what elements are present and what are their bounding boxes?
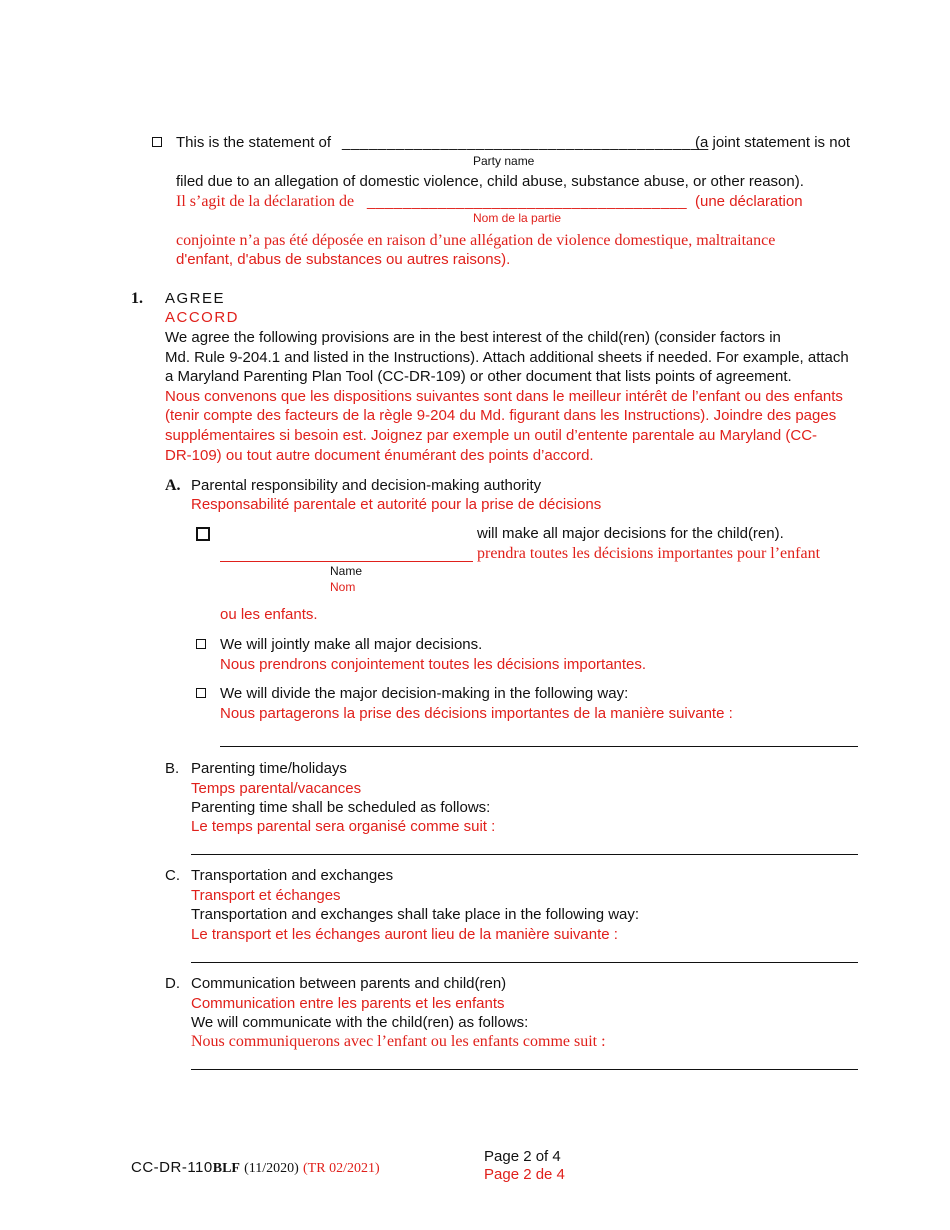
statement-prefix: This is the statement of xyxy=(176,134,332,151)
party-name-blank[interactable]: _________________________________________ xyxy=(342,134,709,151)
section-c-letter: C. xyxy=(165,867,180,884)
page-number: Page 2 of 4 xyxy=(484,1148,561,1165)
section-1-title: AGREE xyxy=(165,290,226,307)
divided-decisions-line[interactable] xyxy=(220,746,858,747)
section-b-title: Parenting time/holidays xyxy=(191,760,347,777)
section-c-title-fr: Transport et échanges xyxy=(191,887,341,904)
decision-maker-name-line[interactable] xyxy=(220,561,473,562)
section-1-body-line: We agree the following provisions are in the best interest of the child(ren) (consider factors in xyxy=(165,329,781,346)
statement-fr-prefix: Il s’agit de la déclaration de xyxy=(176,193,355,210)
section-b-title-fr: Temps parental/vacances xyxy=(191,780,362,797)
statement-fr-line3: d'enfant, d'abus de substances ou autres raisons). xyxy=(176,251,511,268)
joint-decisions-checkbox[interactable] xyxy=(196,639,206,649)
section-c-title: Transportation and exchanges xyxy=(191,867,394,884)
joint-decisions-text-fr: Nous prendrons conjointement toutes les décisions importantes. xyxy=(220,656,647,673)
statement-line2: filed due to an allegation of domestic violence, child abuse, substance abuse, or other reason). xyxy=(176,173,804,190)
statement-checkbox[interactable] xyxy=(152,137,162,147)
statement-suffix: (a joint statement is not xyxy=(695,134,851,151)
section-d-text-fr: Nous communiquerons avec l’enfant ou les enfants comme suit : xyxy=(191,1033,606,1050)
section-d-text: We will communicate with the child(ren) as follows: xyxy=(191,1014,529,1031)
section-d-letter: D. xyxy=(165,975,180,992)
joint-decisions-text: We will jointly make all major decisions. xyxy=(220,636,483,653)
divided-decisions-checkbox[interactable] xyxy=(196,688,206,698)
form-code: CC-DR-110 xyxy=(131,1159,213,1176)
divided-decisions-text-fr: Nous partagerons la prise des décisions importantes de la manière suivante : xyxy=(220,705,733,722)
divided-decisions-text: We will divide the major decision-making in the following way: xyxy=(220,685,629,702)
section-1-title-fr: ACCORD xyxy=(165,309,240,326)
form-tr: (TR 02/2021) xyxy=(303,1161,380,1176)
section-1-body-fr-line: supplémentaires si besoin est. Joignez par exemple un outil d’entente parentale au Maryland (CC- xyxy=(165,427,818,444)
section-c-text-fr: Le transport et les échanges auront lieu de la manière suivante : xyxy=(191,926,618,943)
section-1-body-fr-line: Nous convenons que les dispositions suivantes sont dans le meilleur intérêt de l’enfant ou des enfants xyxy=(165,388,843,405)
section-d-title-fr: Communication entre les parents et les enfants xyxy=(191,995,505,1012)
decision-maker-text: will make all major decisions for the child(ren). xyxy=(477,525,784,542)
section-1-body-fr-line: DR-109) ou tout autre document énumérant des points d’accord. xyxy=(165,447,594,464)
party-name-label-fr: Nom de la partie xyxy=(473,211,562,225)
section-b-letter: B. xyxy=(165,760,180,777)
decision-maker-text-fr: prendra toutes les décisions importantes pour l’enfant xyxy=(477,545,821,562)
name-label: Name xyxy=(330,564,363,578)
section-a-letter: A. xyxy=(165,477,181,494)
party-name-label: Party name xyxy=(473,154,535,168)
section-b-text-fr: Le temps parental sera organisé comme suit : xyxy=(191,818,496,835)
party-name-blank-fr[interactable]: ____________________________________ xyxy=(367,193,688,210)
statement-fr-line2: conjointe n’a pas été déposée en raison d’une allégation de violence domestique, maltraitance xyxy=(176,232,776,249)
section-d-title: Communication between parents and child(ren) xyxy=(191,975,507,992)
statement-fr-suffix: (une déclaration xyxy=(695,193,803,210)
form-id xyxy=(131,1158,380,1178)
page-number-fr: Page 2 de 4 xyxy=(484,1166,565,1183)
section-1-body-line: a Maryland Parenting Plan Tool (CC-DR-109) or other document that lists points of agreement. xyxy=(165,368,792,385)
section-1-body-line: Md. Rule 9-204.1 and listed in the Instructions). Attach additional sheets if needed. For example, attach xyxy=(165,349,849,366)
form-date: (11/2020) xyxy=(244,1161,299,1176)
section-1-number: 1. xyxy=(131,290,143,307)
form-suffix: BLF xyxy=(212,1161,240,1176)
section-a-title: Parental responsibility and decision-making authority xyxy=(191,477,542,494)
parenting-time-line[interactable] xyxy=(191,854,858,855)
section-1-body-fr-line: (tenir compte des facteurs de la règle 9-204 du Md. figurant dans les Instructions). Joindre des pages xyxy=(165,407,837,424)
transportation-line[interactable] xyxy=(191,962,858,963)
section-a-title-fr: Responsabilité parentale et autorité pour la prise de décisions xyxy=(191,496,602,513)
name-label-fr: Nom xyxy=(330,580,356,594)
decision-maker-checkbox[interactable] xyxy=(196,527,210,541)
section-b-text: Parenting time shall be scheduled as follows: xyxy=(191,799,491,816)
section-c-text: Transportation and exchanges shall take place in the following way: xyxy=(191,906,640,923)
decision-maker-cont-fr: ou les enfants. xyxy=(220,606,318,623)
communication-line[interactable] xyxy=(191,1069,858,1070)
